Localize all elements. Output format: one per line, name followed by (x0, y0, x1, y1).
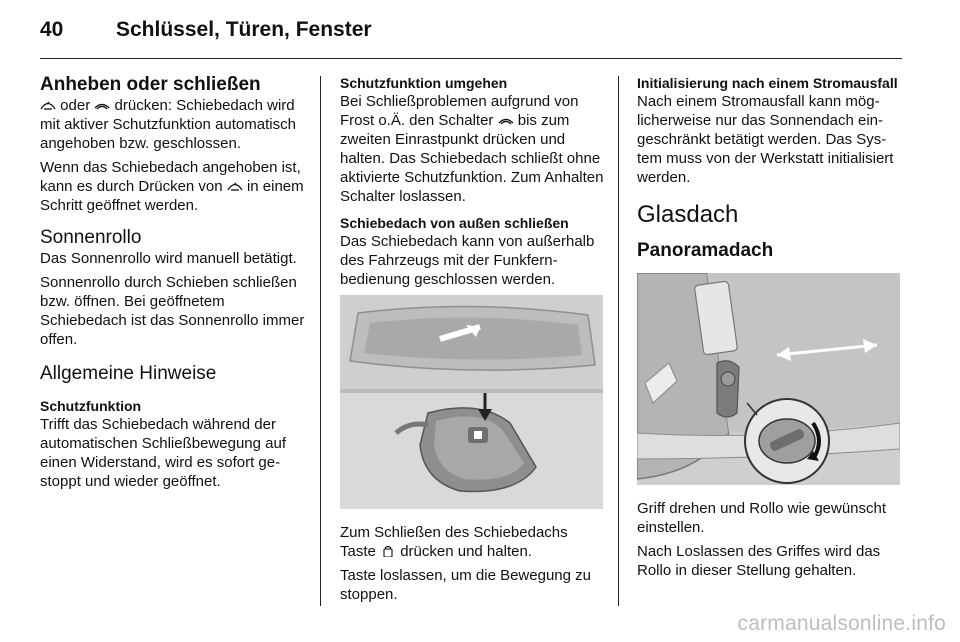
paragraph-griff: Griff drehen und Rollo wie gewünscht einstellen. (637, 500, 887, 536)
paragraph-initialisierung: Nach einem Stromausfall kann möglicherweise nur das Sonnendach eingeschränkt betätigt werden. Das System muss von der Werkstatt initialisiert werden. (637, 93, 894, 186)
paragraph-sonnenrollo-2: Sonnenrollo durch Schieben schließen bzw. öffnen. Bei geöffnetem Schiebedach ist das Sonnenrollo immer offen. (40, 274, 305, 348)
heading-panoramadach: Panoramadach (637, 240, 774, 261)
page-header (40, 18, 900, 58)
heading-hinweise: Allgemeine Hinweise (40, 363, 217, 384)
heading-schutzfunktion: Schutzfunktion (40, 398, 142, 414)
heading-glasdach: Glasdach (637, 201, 739, 228)
sunroof-close-icon (94, 100, 110, 111)
remote-key-illustration (340, 295, 603, 509)
heading-umgehen: Schutzfunktion umgehen (340, 75, 508, 91)
column-2 (340, 74, 605, 609)
paragraph-taste: Zum Schließen des Schiebedachs Taste drücken und halten. (340, 524, 568, 560)
paragraph-oeffnen: Wenn das Schiebedach angehoben ist, kann es durch Drücken von in einem Schritt geöffnet werden. (40, 159, 304, 214)
chapter-title: Schlüssel, Türen, Fenster (116, 18, 372, 41)
heading-initialisierung: Initialisierung nach einem Stromausfall (637, 75, 898, 91)
heading-sonnenrollo: Sonnenrollo (40, 227, 142, 248)
column-1 (40, 74, 308, 496)
paragraph-loslassen: Taste loslassen, um die Bewegung zu stoppen. (340, 567, 591, 603)
column-3 (637, 74, 905, 585)
header-rule (40, 58, 902, 59)
paragraph-schutzfunktion: Trifft das Schiebedach während der automatischen Schließbewegung auf einen Widerstand, wird es sofort gestoppt und wieder geöffnet. (40, 416, 286, 490)
paragraph-anheben: oder drücken: Schiebedach wird mit aktiver Schutzfunktion automatisch angehoben bzw. geschlossen. (40, 97, 296, 152)
sunroof-close-icon (498, 115, 514, 126)
sunroof-tilt-icon (40, 100, 56, 111)
heading-aussen: Schiebedach von außen schließen (340, 215, 569, 231)
page-number: 40 (40, 18, 64, 41)
key-lock-button-icon (380, 546, 396, 557)
heading-anheben: Anheben oder schließen (40, 74, 261, 95)
paragraph-loslassen-griff: Nach Loslassen des Griffes wird das Rollo in dieser Stellung gehalten. (637, 543, 881, 579)
paragraph-aussen: Das Schiebedach kann von außerhalb des Fahrzeugs mit der Funkfernbedienung geschlossen werden. (340, 233, 595, 288)
column-divider-2 (618, 76, 619, 606)
watermark: carmanualsonline.info (737, 612, 946, 635)
sunroof-tilt-icon (227, 181, 243, 192)
figure-remote-key (340, 295, 603, 509)
column-divider-1 (320, 76, 321, 606)
figure-panoramadach (637, 273, 900, 485)
paragraph-sonnenrollo-1: Das Sonnenrollo wird manuell betätigt. (40, 250, 297, 267)
paragraph-umgehen: Bei Schließproblemen aufgrund von Frost o.Ä. den Schalter bis zum zweiten Einrastpunkt drücken und halten. Das Schiebedach schließt ohne aktivierte Schutzfunktion. Zum Anhalten Schalter loslassen. (340, 93, 604, 205)
panoramic-roof-illustration (637, 273, 900, 485)
